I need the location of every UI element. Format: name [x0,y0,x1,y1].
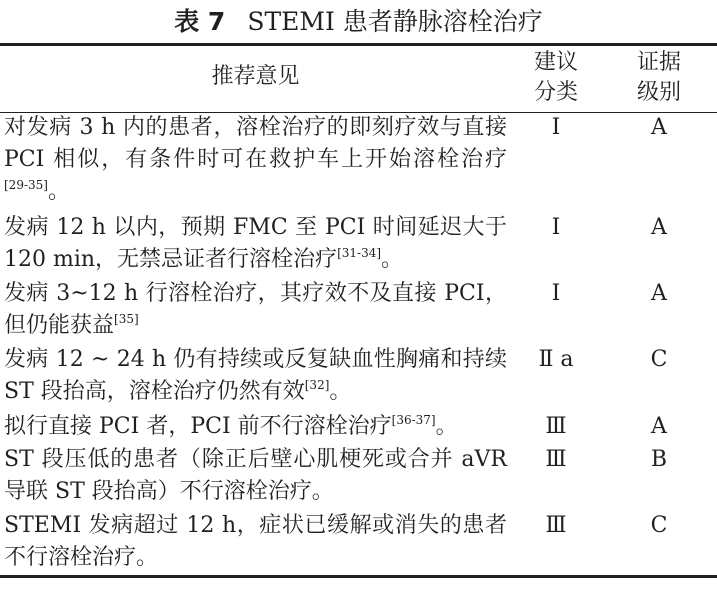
citation-ref: [35] [114,312,139,326]
class-cell: Ⅱ a [538,347,574,372]
table-top-rule [0,43,717,46]
recommendation-cell [4,444,507,508]
recommendation-text: 发病 3~12 h 行溶栓治疗，其疗效不及直接 PCI，但仍能获益 [4,281,507,338]
header-class-line1: 建议 [533,50,578,75]
recommendation-end: 。 [47,179,70,204]
recommendation-end: 。 [329,379,352,404]
table-title [0,6,717,38]
header-recommendation: 推荐意见 [211,64,300,89]
recommendation-end: 。 [435,414,458,439]
recommendation-text: ST 段压低的患者（除正后壁心肌梗死或合并 aVR 导联 ST 段抬高）不行溶栓治疗。 [4,447,507,504]
level-cell: A [651,414,667,439]
header-recommendation-class [511,48,601,108]
header-level-line2: 级别 [636,80,681,105]
recommendation-cell [4,411,507,443]
header-evidence-level [601,48,717,108]
level-cell: C [650,347,668,372]
table-caption: STEMI 患者静脉溶栓治疗 [247,7,543,36]
class-cell: Ⅲ [545,513,567,538]
class-cell: Ⅰ [551,115,561,140]
citation-ref: [29-35] [4,178,48,192]
recommendation-text: 发病 12 h 以内，预期 FMC 至 PCI 时间延迟大于 120 min，无禁忌证者行溶栓治疗 [4,215,507,272]
level-cell: B [650,447,668,472]
recommendation-text: 发病 12 ~ 24 h 仍有持续或反复缺血性胸痛和持续 ST 段抬高，溶栓治疗仍然有效 [4,347,507,404]
header-class-line2: 分类 [533,80,578,105]
class-cell: Ⅰ [551,281,561,306]
level-cell: A [651,281,667,306]
recommendation-text: 拟行直接 PCI 者，PCI 前不行溶栓治疗 [4,414,392,439]
recommendation-cell [4,344,507,408]
class-cell: Ⅲ [545,447,567,472]
class-cell: Ⅲ [545,414,567,439]
level-cell: A [651,215,667,240]
recommendation-cell [4,510,507,574]
citation-ref: [31-34] [337,246,382,260]
level-cell: C [650,513,668,538]
table-bottom-rule [0,575,717,578]
table-number: 表 7 [174,7,226,36]
level-cell: A [651,115,667,140]
header-level-line1: 证据 [636,50,681,75]
recommendation-text: 对发病 3 h 内的患者，溶栓治疗的即刻疗效与直接 PCI 相似，有条件时可在救护车上开始溶栓治疗 [4,115,507,172]
recommendation-cell [4,278,507,342]
citation-ref: [36-37] [391,413,436,427]
citation-ref: [32] [304,378,330,392]
class-cell: Ⅰ [551,215,561,240]
recommendation-cell [4,212,507,276]
recommendation-cell [4,112,507,208]
recommendation-text: STEMI 发病超过 12 h，症状已缓解或消失的患者不行溶栓治疗。 [4,513,507,570]
recommendation-end: 。 [381,247,404,272]
